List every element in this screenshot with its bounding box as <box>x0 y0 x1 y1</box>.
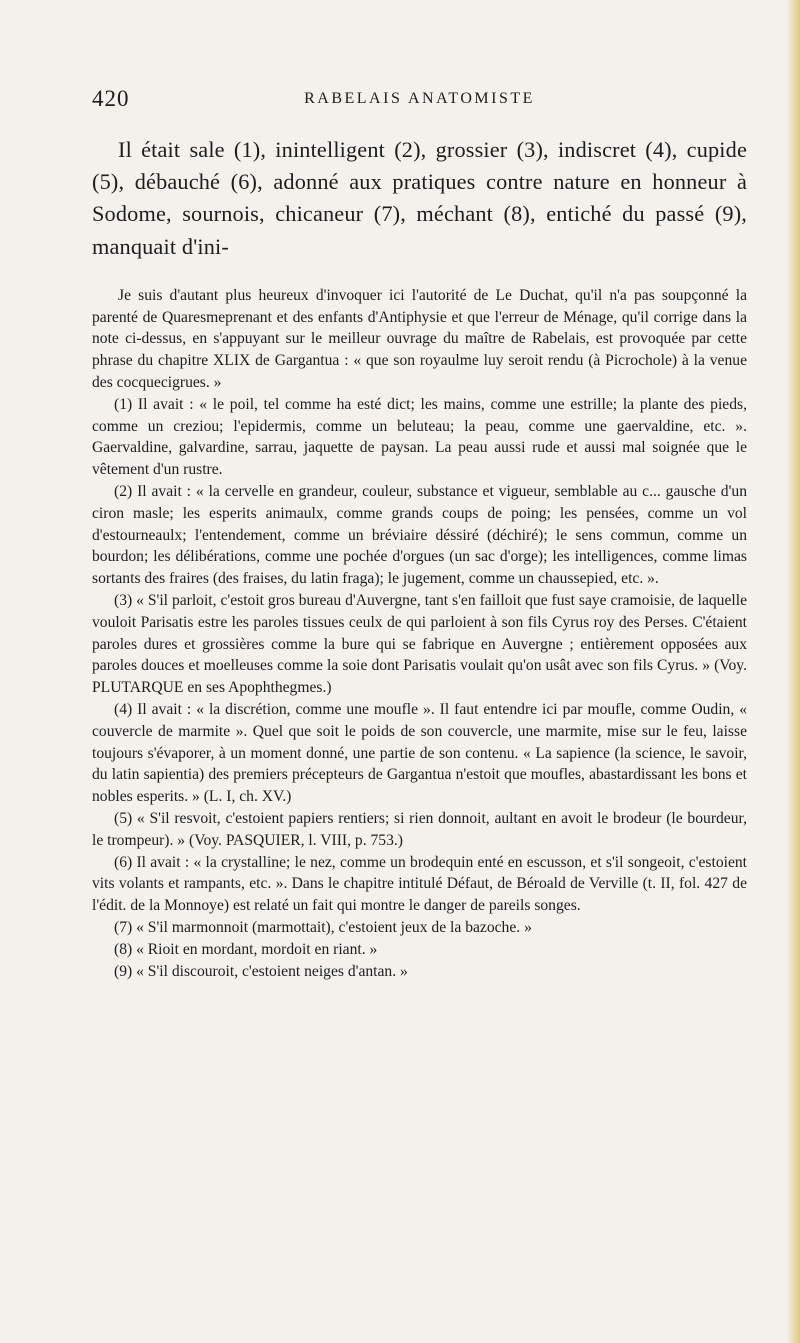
footnote-2: (2) Il avait : « la cervelle en grandeur, couleur, substance et vigueur, semblable au c... gausche d'un ciron masle; les esperits animaulx, comme grands coups de poing; les pensées, comme un vol d'estourneaulx; l'entendement, comme un bréviaire déssiré (déchiré); le sens commun, comme un bourdon; les délibérations, comme une pochée d'orgues (un sac d'orge); les intelligences, comme limas sortants des fraires (des fraises, du latin fraga); le jugement, comme un chaussepied, etc. ». <box>92 482 747 588</box>
footnote-3: (3) « S'il parloit, c'estoit gros bureau d'Auvergne, tant s'en failloit que fust saye cramoisie, de laquelle vouloit Parisatis estre les paroles tissues ceulx de qui parloient à son fils Cyrus roy des Perses. C'étaient paroles dures et grossières comme la bure qui se fabrique en Auvergne ; entièrement opposées aux paroles douces et moelleuses comme la soie dont Parisatis voulait qu'on usât avec son fils Cyrus. » (Voy. PLUTARQUE en ses Apophthegmes.) <box>92 591 747 697</box>
footnote-4: (4) Il avait : « la discrétion, comme une moufle ». Il faut entendre ici par moufle, comme Oudin, « couvercle de marmite ». Quel que soit le poids de son couvercle, une marmite, mise sur le feu, laisse toujours s'évaporer, à un moment donné, une partie de son contenu. « La sapience (la science, le savoir, du latin sapientia) des premiers précepteurs de Gargantua n'estoit que moufles, abastardissant les bons et nobles esperits. » (L. I, ch. XV.) <box>92 700 747 806</box>
main-text <box>92 134 747 263</box>
footnotes <box>92 285 747 983</box>
footnote-5: (5) « S'il resvoit, c'estoient papiers rentiers; si rien donnoit, aultant en avoit le brodeur (le bourdeur, le trompeur). » (Voy. PASQUIER, l. VIII, p. 753.) <box>92 809 747 849</box>
page-number: 420 <box>92 86 130 111</box>
book-page <box>92 86 747 982</box>
footnote-9: (9) « S'il discouroit, c'estoient neiges d'antan. » <box>114 962 408 980</box>
running-title: RABELAIS ANATOMISTE <box>304 90 535 107</box>
page-edge-shadow <box>786 0 800 1343</box>
footnote-8: (8) « Rioit en mordant, mordoit en riant. » <box>114 940 378 958</box>
footnote-continuation: Je suis d'autant plus heureux d'invoquer ici l'autorité de Le Duchat, qu'il n'a pas soupçonné la parenté de Quaresmeprenant et des enfants d'Antiphysie et que l'erreur de Ménage, qu'il corrige dans la note ci-dessus, en s'appuyant sur le meilleur ouvrage du maître de Rabelais, est provoquée par cette phrase du chapitre XLIX de Gargantua : « que son royaulme luy seroit rendu (à Picrochole) à la venue des cocquecigrues. » <box>92 286 747 391</box>
main-paragraph: Il était sale (1), inintelligent (2), grossier (3), indiscret (4), cupide (5), débauché (6), adonné aux pratiques contre nature en honneur à Sodome, sournois, chicaneur (7), méchant (8), entiché du passé (9), manquait d'ini- <box>92 137 747 259</box>
footnote-7: (7) « S'il marmonnoit (marmottait), c'estoient jeux de la bazoche. » <box>114 918 532 936</box>
running-header <box>92 86 747 116</box>
footnote-1: (1) Il avait : « le poil, tel comme ha esté dict; les mains, comme une estrille; la plante des pieds, comme un creziou; l'epidermis, comme un beluteau; la peau, comme une gaervaldine, etc. ». Gaervaldine, galvardine, sarrau, jaquette de paysan. La peau aussi rude et aussi mal soignée que le vêtement d'un rustre. <box>92 395 747 479</box>
footnote-6: (6) Il avait : « la crystalline; le nez, comme un brodequin enté en escusson, et s'il songeoit, c'estoient vits volants et rampants, etc. ». Dans le chapitre intitulé Défaut, de Béroald de Verville (t. II, fol. 427 de l'édit. de la Monnoye) est relaté un fait qui montre le danger de pareils songes. <box>92 853 747 915</box>
